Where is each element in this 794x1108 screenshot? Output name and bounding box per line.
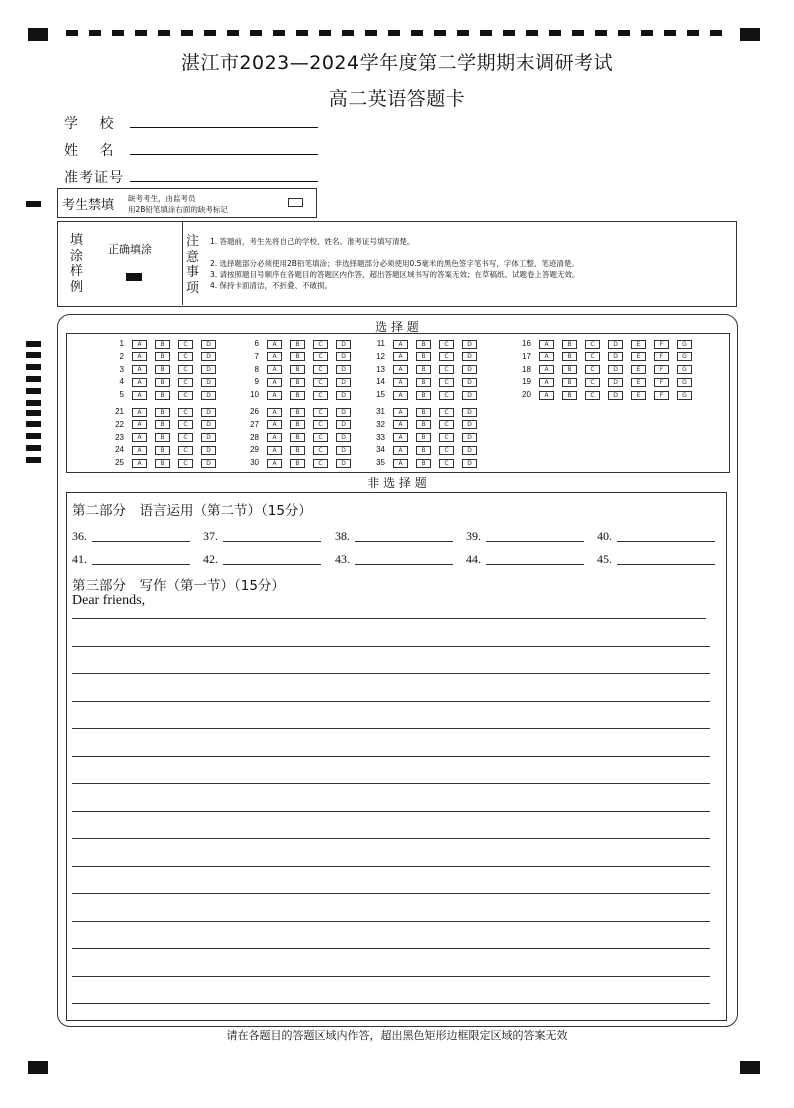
answer-bubble[interactable]: D (201, 378, 216, 387)
absent-label: 考生禁填 (62, 198, 115, 213)
answer-bubble[interactable]: D (462, 340, 477, 349)
question-number: 19 (522, 377, 531, 387)
answer-bubble[interactable]: D (201, 433, 216, 442)
answer-bubble[interactable]: C (313, 459, 328, 468)
timing-dash (204, 30, 216, 36)
side-timing-mark (26, 352, 41, 358)
timing-dash (457, 30, 469, 36)
answer-bubble[interactable]: C (439, 420, 454, 429)
answer-bubble[interactable]: F (654, 365, 669, 374)
answer-bubble[interactable]: A (393, 420, 408, 429)
answer-bubble[interactable]: D (336, 391, 351, 400)
answer-bubble[interactable]: B (562, 365, 577, 374)
question-number: 14 (376, 377, 385, 387)
answer-bubble[interactable]: G (677, 365, 692, 374)
answer-bubble[interactable]: A (132, 391, 147, 400)
blank-number: 37. (203, 529, 218, 543)
answer-bubble[interactable]: F (654, 391, 669, 400)
writing-line[interactable] (72, 701, 710, 702)
answer-bubble[interactable]: D (336, 340, 351, 349)
answer-bubble[interactable]: B (416, 408, 431, 417)
answer-bubble[interactable]: A (132, 420, 147, 429)
answer-bubble[interactable]: D (201, 446, 216, 455)
answer-bubble[interactable]: A (393, 340, 408, 349)
answer-bubble[interactable]: C (178, 446, 193, 455)
note-item-4: 4. 保持卡面清洁，不折叠、不破损。 (210, 281, 333, 290)
blank-number: 41. (72, 552, 87, 566)
question-number: 12 (376, 351, 385, 361)
answer-bubble[interactable]: C (313, 352, 328, 361)
answer-bubble[interactable]: B (290, 459, 305, 468)
answer-bubble[interactable]: C (178, 391, 193, 400)
answer-bubble[interactable]: C (178, 340, 193, 349)
timing-dash (342, 30, 354, 36)
question-number: 13 (376, 364, 385, 374)
blank-number: 44. (466, 552, 481, 566)
writing-line[interactable] (72, 1003, 710, 1004)
part3-heading: 第三部分 写作（第一节）（15分） (72, 578, 285, 594)
timing-dash (112, 30, 124, 36)
corner-mark-top-right (740, 28, 760, 41)
exam-id-label: 准考证号 (64, 170, 124, 186)
answer-bubble[interactable]: B (155, 446, 170, 455)
answer-bubble[interactable]: C (178, 420, 193, 429)
answer-bubble[interactable]: C (313, 433, 328, 442)
answer-bubble[interactable]: B (155, 459, 170, 468)
note-item-2: 2. 选择题部分必须使用2B铅笔填涂；非选择题部分必须使用0.5毫米的黑色签字笔书写，字体工整、笔迹清楚。 (210, 259, 579, 268)
writing-line[interactable] (72, 838, 710, 839)
question-number: 3 (119, 364, 124, 374)
answer-bubble[interactable]: A (393, 433, 408, 442)
timing-dash (388, 30, 400, 36)
question-number: 33 (376, 432, 385, 442)
answer-bubble[interactable]: D (608, 378, 623, 387)
corner-mark-bottom-right (740, 1061, 760, 1074)
answer-bubble[interactable]: D (608, 391, 623, 400)
writing-line[interactable] (72, 921, 710, 922)
answer-bubble[interactable]: C (439, 378, 454, 387)
answer-bubble[interactable]: B (416, 391, 431, 400)
choice-section-title: 选 择 题 (375, 320, 419, 334)
answer-bubble[interactable]: D (462, 352, 477, 361)
card-subtitle: 高二英语答题卡 (328, 88, 466, 110)
answer-bubble[interactable]: A (267, 340, 282, 349)
answer-bubble[interactable]: C (585, 352, 600, 361)
salutation: Dear friends, (72, 593, 146, 608)
side-timing-mark (26, 421, 41, 427)
answer-bubble[interactable]: D (608, 352, 623, 361)
answer-bubble[interactable]: B (416, 352, 431, 361)
answer-bubble[interactable]: A (267, 459, 282, 468)
question-number: 7 (254, 351, 259, 361)
answer-bubble[interactable]: C (585, 391, 600, 400)
question-number: 5 (119, 390, 124, 400)
answer-bubble[interactable]: A (132, 446, 147, 455)
timing-dash (480, 30, 492, 36)
question-number: 10 (250, 390, 259, 400)
answer-bubble[interactable]: D (201, 352, 216, 361)
answer-bubble[interactable]: D (462, 378, 477, 387)
question-number: 18 (522, 364, 531, 374)
question-number: 25 (115, 458, 124, 468)
answer-bubble[interactable]: C (178, 433, 193, 442)
timing-dash (549, 30, 561, 36)
timing-dash (296, 30, 308, 36)
answer-bubble[interactable]: B (290, 352, 305, 361)
answer-bubble[interactable]: B (290, 340, 305, 349)
answer-bubble[interactable]: C (178, 408, 193, 417)
answer-bubble[interactable]: B (155, 391, 170, 400)
name-label: 姓 名 (64, 143, 115, 159)
answer-bubble[interactable]: C (313, 340, 328, 349)
answer-bubble[interactable]: B (416, 365, 431, 374)
answer-bubble[interactable]: D (462, 420, 477, 429)
answer-bubble[interactable]: D (336, 420, 351, 429)
answer-bubble[interactable]: C (313, 365, 328, 374)
timing-dash (365, 30, 377, 36)
answer-bubble[interactable]: D (336, 459, 351, 468)
answer-bubble[interactable]: D (201, 408, 216, 417)
side-timing-mark (26, 388, 41, 394)
answer-bubble[interactable]: B (416, 420, 431, 429)
side-timing-mark (26, 376, 41, 382)
answer-bubble[interactable]: D (201, 420, 216, 429)
answer-bubble[interactable]: D (201, 365, 216, 374)
writing-line[interactable] (72, 673, 710, 674)
answer-bubble[interactable]: D (462, 408, 477, 417)
answer-bubble[interactable]: D (201, 340, 216, 349)
answer-bubble[interactable]: B (416, 378, 431, 387)
answer-bubble[interactable]: A (393, 408, 408, 417)
answer-bubble[interactable]: B (416, 459, 431, 468)
answer-bubble[interactable]: F (654, 352, 669, 361)
timing-dash (526, 30, 538, 36)
question-number: 24 (115, 445, 124, 455)
answer-bubble[interactable]: B (290, 408, 305, 417)
answer-bubble[interactable]: B (155, 340, 170, 349)
answer-bubble[interactable]: B (416, 340, 431, 349)
side-timing-mark (26, 364, 41, 370)
answer-bubble[interactable]: D (608, 340, 623, 349)
question-number: 32 (376, 419, 385, 429)
answer-bubble[interactable]: D (201, 459, 216, 468)
exam-id-input-line[interactable] (130, 181, 318, 182)
answer-bubble[interactable]: A (132, 408, 147, 417)
writing-line[interactable] (72, 646, 710, 647)
answer-bubble[interactable]: D (462, 391, 477, 400)
blank-answer-line[interactable] (486, 564, 584, 565)
answer-bubble[interactable]: C (313, 420, 328, 429)
blank-answer-line[interactable] (617, 541, 715, 542)
writing-line[interactable] (72, 893, 710, 894)
blank-number: 36. (72, 529, 87, 543)
question-number: 11 (376, 339, 385, 348)
answer-bubble[interactable]: A (539, 378, 554, 387)
answer-bubble[interactable]: A (267, 446, 282, 455)
absent-instruction-1: 缺考考生，由监考员 (128, 194, 196, 203)
answer-bubble[interactable]: G (677, 378, 692, 387)
question-number: 26 (250, 407, 259, 416)
answer-bubble[interactable]: A (393, 365, 408, 374)
question-number: 20 (522, 390, 531, 400)
answer-bubble[interactable]: D (336, 378, 351, 387)
answer-bubble[interactable]: A (267, 433, 282, 442)
side-timing-mark (26, 433, 41, 439)
correct-fill-sample (126, 273, 142, 281)
timing-dash (434, 30, 446, 36)
school-label: 学 校 (64, 116, 115, 132)
answer-bubble[interactable]: B (416, 446, 431, 455)
question-number: 4 (119, 377, 124, 387)
timing-dash (227, 30, 239, 36)
answer-bubble[interactable]: A (132, 352, 147, 361)
timing-dash (687, 30, 699, 36)
question-number: 27 (250, 419, 259, 429)
correct-fill-label: 正确填涂 (108, 243, 152, 256)
side-timing-mark (26, 400, 41, 406)
answer-bubble[interactable]: G (677, 391, 692, 400)
note-item-1: 1. 答题前，考生先将自己的学校、姓名、准考证号填写清楚。 (210, 237, 415, 246)
nonchoice-box (66, 492, 727, 1021)
answer-bubble[interactable]: B (562, 352, 577, 361)
answer-bubble[interactable]: B (155, 433, 170, 442)
corner-mark-bottom-left (28, 1061, 48, 1074)
writing-line[interactable] (72, 866, 710, 867)
answer-bubble[interactable]: C (313, 378, 328, 387)
question-number: 8 (254, 364, 259, 374)
question-number: 22 (115, 419, 124, 429)
blank-answer-line[interactable] (92, 564, 190, 565)
answer-bubble[interactable]: A (267, 391, 282, 400)
answer-bubble[interactable]: A (539, 365, 554, 374)
blank-number: 40. (597, 529, 612, 543)
answer-bubble[interactable]: C (585, 340, 600, 349)
writing-line[interactable] (72, 976, 710, 977)
sample-vertical-label: 填 涂 样 例 (70, 233, 84, 295)
answer-bubble[interactable]: C (439, 365, 454, 374)
writing-line[interactable] (72, 618, 706, 619)
side-timing-mark (26, 201, 41, 207)
nonchoice-section-title: 非 选 择 题 (367, 476, 427, 490)
answer-bubble[interactable]: A (267, 365, 282, 374)
corner-mark-top-left (28, 28, 48, 41)
blank-number: 39. (466, 529, 481, 543)
answer-bubble[interactable]: A (267, 378, 282, 387)
question-number: 9 (254, 377, 259, 387)
answer-bubble[interactable]: D (462, 446, 477, 455)
answer-bubble[interactable]: B (290, 420, 305, 429)
timing-dash (135, 30, 147, 36)
footer-notice: 请在各题目的答题区域内作答，超出黑色矩形边框限定区域的答案无效 (226, 1029, 568, 1042)
question-number: 23 (115, 432, 124, 442)
blank-answer-line[interactable] (223, 564, 321, 565)
answer-bubble[interactable]: C (439, 408, 454, 417)
answer-bubble[interactable]: E (631, 391, 646, 400)
answer-bubble[interactable]: A (393, 352, 408, 361)
answer-bubble[interactable]: D (336, 446, 351, 455)
question-number: 29 (250, 445, 259, 455)
question-number: 35 (376, 458, 385, 468)
answer-bubble[interactable]: B (155, 378, 170, 387)
answer-bubble[interactable]: E (631, 352, 646, 361)
question-number: 6 (254, 339, 259, 348)
writing-line[interactable] (72, 948, 710, 949)
timing-dash (618, 30, 630, 36)
answer-bubble[interactable]: D (336, 433, 351, 442)
timing-dash (158, 30, 170, 36)
school-input-line[interactable] (130, 127, 318, 128)
blank-answer-line[interactable] (92, 541, 190, 542)
answer-bubble[interactable]: A (132, 378, 147, 387)
answer-bubble[interactable]: C (178, 365, 193, 374)
note-item-3: 3. 请按照题目号顺序在各题目的答题区内作答，超出答题区域书写的答案无效；在草稿纸、试题卷上答题无效。 (210, 270, 580, 279)
answer-bubble[interactable]: A (393, 459, 408, 468)
answer-bubble[interactable]: C (585, 378, 600, 387)
timing-dash (710, 30, 722, 36)
answer-bubble[interactable]: C (439, 340, 454, 349)
blank-answer-line[interactable] (486, 541, 584, 542)
name-input-line[interactable] (130, 154, 318, 155)
question-number: 34 (376, 445, 385, 455)
answer-bubble[interactable]: A (393, 378, 408, 387)
timing-dash (319, 30, 331, 36)
answer-bubble[interactable]: E (631, 340, 646, 349)
answer-bubble[interactable]: B (155, 420, 170, 429)
answer-bubble[interactable]: B (562, 391, 577, 400)
answer-bubble[interactable]: B (290, 391, 305, 400)
answer-bubble[interactable]: C (439, 446, 454, 455)
answer-bubble[interactable]: B (155, 352, 170, 361)
answer-bubble[interactable]: B (290, 446, 305, 455)
card-title: 湛江市2023—2024学年度第二学期期末调研考试 (180, 52, 614, 74)
side-timing-mark (26, 410, 41, 416)
answer-bubble[interactable]: B (155, 365, 170, 374)
timing-dash (641, 30, 653, 36)
blank-number: 42. (203, 552, 218, 566)
timing-dash (89, 30, 101, 36)
question-number: 28 (250, 432, 259, 442)
blank-answer-line[interactable] (223, 541, 321, 542)
blank-number: 43. (335, 552, 350, 566)
absent-instruction-2: 用2B铅笔填涂右面的缺考标记 (128, 205, 228, 214)
answer-bubble[interactable]: F (654, 340, 669, 349)
question-number: 17 (522, 351, 531, 361)
answer-bubble[interactable]: A (267, 408, 282, 417)
writing-line[interactable] (72, 756, 710, 757)
answer-bubble[interactable]: C (313, 391, 328, 400)
answer-bubble[interactable]: B (562, 340, 577, 349)
side-timing-mark (26, 457, 41, 463)
part2-heading: 第二部分 语言运用（第二节）（15分） (72, 503, 312, 519)
question-number: 16 (522, 339, 531, 348)
answer-bubble[interactable]: B (562, 378, 577, 387)
question-number: 30 (250, 458, 259, 468)
answer-bubble[interactable]: C (313, 446, 328, 455)
answer-bubble[interactable]: C (439, 459, 454, 468)
answer-bubble[interactable]: A (267, 352, 282, 361)
answer-bubble[interactable]: A (267, 420, 282, 429)
answer-bubble[interactable]: C (439, 433, 454, 442)
answer-bubble[interactable]: E (631, 378, 646, 387)
timing-dash (664, 30, 676, 36)
answer-bubble[interactable]: D (336, 408, 351, 417)
answer-bubble[interactable]: C (178, 352, 193, 361)
answer-bubble[interactable]: G (677, 352, 692, 361)
blank-answer-line[interactable] (617, 564, 715, 565)
answer-bubble[interactable]: E (631, 365, 646, 374)
answer-bubble[interactable]: D (462, 433, 477, 442)
timing-dash (595, 30, 607, 36)
answer-bubble[interactable]: B (155, 408, 170, 417)
answer-bubble[interactable]: F (654, 378, 669, 387)
blank-number: 38. (335, 529, 350, 543)
answer-bubble[interactable]: A (393, 391, 408, 400)
blank-answer-line[interactable] (355, 564, 453, 565)
answer-bubble[interactable]: A (393, 446, 408, 455)
answer-bubble[interactable]: D (608, 365, 623, 374)
timing-dash (572, 30, 584, 36)
writing-line[interactable] (72, 783, 710, 784)
answer-bubble[interactable]: A (539, 340, 554, 349)
answer-bubble[interactable]: C (178, 378, 193, 387)
answer-bubble[interactable]: C (439, 352, 454, 361)
writing-line[interactable] (72, 811, 710, 812)
notes-divider (182, 221, 183, 305)
answer-bubble[interactable]: A (132, 365, 147, 374)
blank-answer-line[interactable] (355, 541, 453, 542)
answer-bubble[interactable]: D (336, 352, 351, 361)
side-timing-mark (26, 341, 41, 347)
answer-bubble[interactable]: C (439, 391, 454, 400)
question-number: 31 (376, 407, 385, 416)
answer-bubble[interactable]: B (290, 433, 305, 442)
answer-bubble[interactable]: A (132, 433, 147, 442)
answer-bubble[interactable]: A (132, 459, 147, 468)
answer-bubble[interactable]: C (313, 408, 328, 417)
answer-bubble[interactable]: A (539, 352, 554, 361)
question-number: 21 (115, 407, 124, 416)
timing-dash (181, 30, 193, 36)
question-number: 2 (119, 351, 124, 361)
timing-dash (66, 30, 78, 36)
question-number: 15 (376, 390, 385, 400)
answer-bubble[interactable]: B (290, 378, 305, 387)
answer-bubble[interactable]: B (290, 365, 305, 374)
timing-dash (503, 30, 515, 36)
answer-bubble[interactable]: B (416, 433, 431, 442)
blank-number: 45. (597, 552, 612, 566)
answer-bubble[interactable]: C (178, 459, 193, 468)
absent-mark-box[interactable] (288, 198, 303, 207)
answer-bubble[interactable]: A (539, 391, 554, 400)
answer-bubble[interactable]: D (462, 459, 477, 468)
side-timing-mark (26, 445, 41, 451)
timing-dash (250, 30, 262, 36)
answer-bubble[interactable]: D (336, 365, 351, 374)
timing-dash (273, 30, 285, 36)
writing-line[interactable] (72, 728, 710, 729)
answer-bubble[interactable]: D (201, 391, 216, 400)
question-number: 1 (119, 339, 124, 348)
timing-dash (411, 30, 423, 36)
answer-bubble[interactable]: A (132, 340, 147, 349)
answer-bubble[interactable]: C (585, 365, 600, 374)
answer-bubble[interactable]: D (462, 365, 477, 374)
notes-vertical-label: 注 意 事 项 (186, 234, 200, 296)
answer-bubble[interactable]: G (677, 340, 692, 349)
